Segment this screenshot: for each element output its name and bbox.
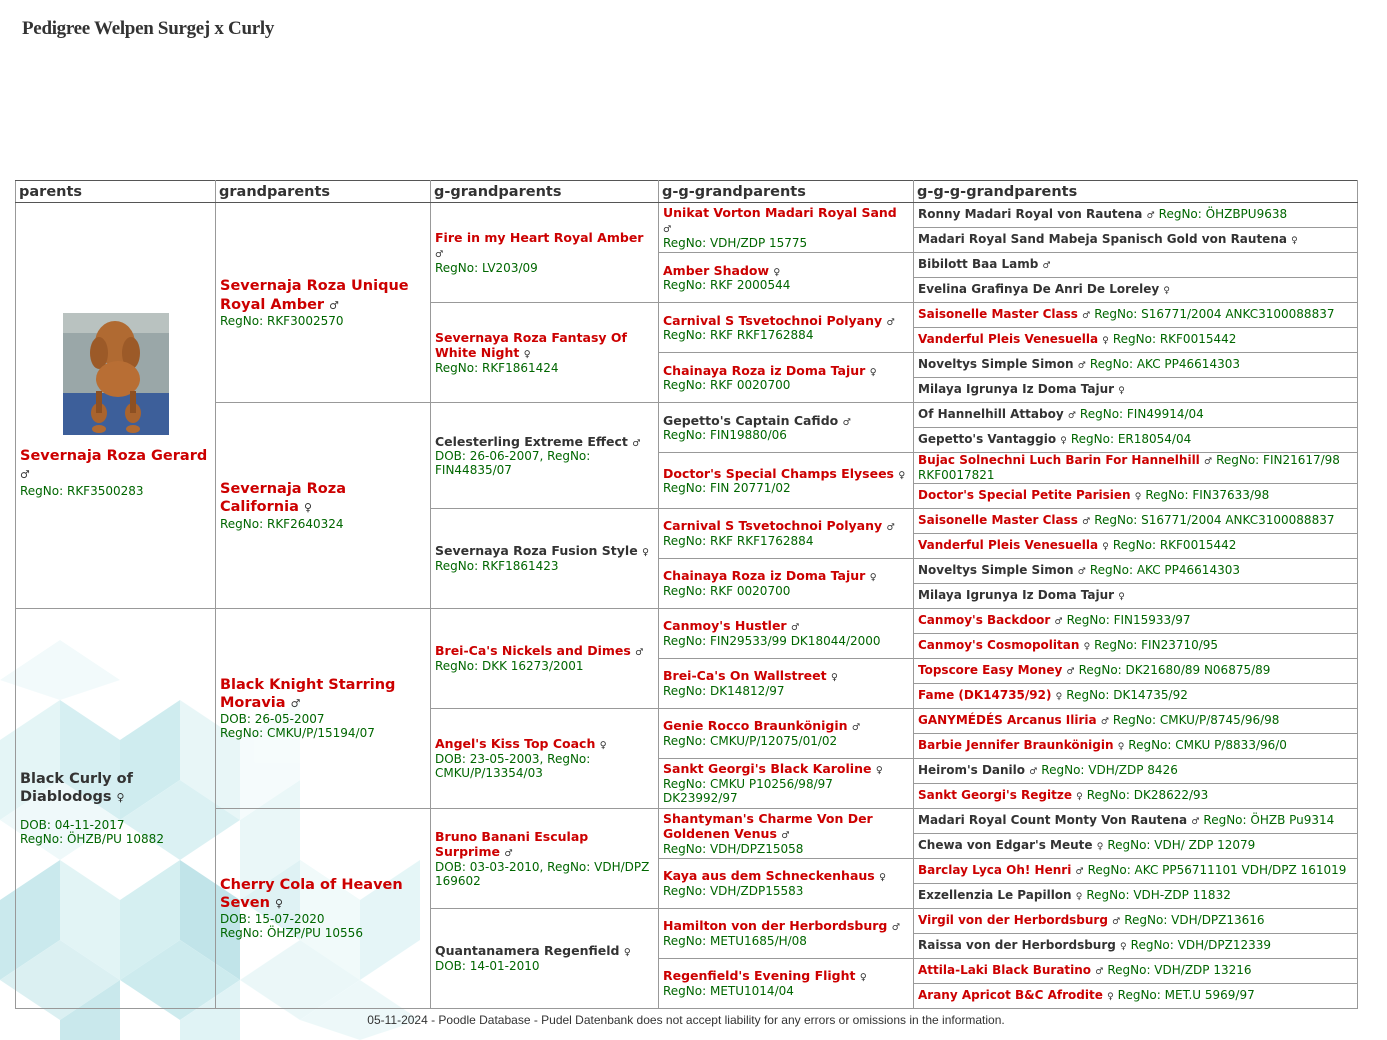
dog-name-link[interactable]: Doctor's Special Petite Parisien ♀ <box>918 488 1142 503</box>
sex-symbol: ♀ <box>1102 542 1109 553</box>
dog-info: RegNo: METU1014/04 <box>663 984 794 999</box>
dog-regno: RegNo: FIN15933/97 <box>1066 613 1191 628</box>
sex-symbol: ♂ <box>635 647 644 659</box>
dog-name-link[interactable]: Chainaya Roza iz Doma Tajur ♀ <box>663 568 877 584</box>
dog-name-link[interactable]: Canmoy's Cosmopolitan ♀ <box>918 638 1091 653</box>
g-g-grandparent-cell <box>659 858 914 908</box>
dog-regno: RegNo: RKF0015442 <box>1112 332 1237 347</box>
dog-name-link[interactable]: Kaya aus dem Schneckenhaus ♀ <box>663 868 886 884</box>
dog-regno: RegNo: RKF0015442 <box>1112 538 1237 553</box>
dog-name-link[interactable]: Arany Apricot B&C Afrodite ♀ <box>918 988 1114 1003</box>
sex-symbol: ♂ <box>1112 917 1121 928</box>
dog-name-link[interactable]: Of Hannelhill Attaboy ♂ <box>918 407 1076 422</box>
g-g-g-grandparent-cell <box>914 403 1358 428</box>
dog-name-link[interactable]: Angel's Kiss Top Coach ♀ <box>435 736 607 752</box>
dog-name-link[interactable]: Vanderful Pleis Venesuella ♀ <box>918 332 1109 347</box>
dog-regno: RegNo: AKC PP56711101 VDH/DPZ 161019 <box>1087 863 1347 878</box>
g-grandparent-cell <box>431 608 659 708</box>
header-parents: parents <box>16 181 216 203</box>
dog-info: RegNo: DK14812/97 <box>663 684 785 699</box>
dog-info: RegNo: LV203/09 <box>435 261 538 276</box>
dog-name-link[interactable]: Quantanamera Regenfield ♀ <box>435 943 631 959</box>
sex-symbol: ♀ <box>599 740 607 752</box>
sex-symbol: ♂ <box>1066 667 1075 678</box>
dog-info: DOB: 03-03-2010, RegNo: VDH/DPZ 169602 <box>435 859 650 888</box>
header-g-grandparents: g-grandparents <box>431 181 659 203</box>
dog-regno: RegNo: VDH/DPZ13616 <box>1124 913 1265 928</box>
sex-symbol: ♀ <box>274 897 283 911</box>
sex-symbol: ♀ <box>1075 892 1083 903</box>
dog-name-link[interactable]: Doctor's Special Champs Elysees ♀ <box>663 465 906 481</box>
dog-name-link[interactable]: Milaya Igrunya Iz Doma Tajur ♀ <box>918 382 1125 397</box>
g-grandparent-cell <box>431 203 659 303</box>
dog-name-link[interactable]: Noveltys Simple Simon ♂ <box>918 563 1086 578</box>
dog-info: RegNo: CMKU/P/15194/07 <box>220 726 375 741</box>
dog-regno: RegNo: VDH-ZDP 11832 <box>1086 888 1231 903</box>
dog-name-link[interactable]: Genie Rocco Braunkönigin ♂ <box>663 718 861 734</box>
dog-info: RegNo: RKF1861423 <box>435 559 559 574</box>
sex-symbol: ♀ <box>1117 742 1125 753</box>
dog-name-link[interactable]: Severnaja Roza Unique Royal Amber ♂ <box>220 278 409 313</box>
sex-symbol: ♂ <box>842 416 851 428</box>
dog-info: RegNo: FIN 20771/02 <box>663 481 791 496</box>
dog-regno: RegNo: ÖHZB Pu9314 <box>1203 813 1335 828</box>
sex-symbol: ♀ <box>1163 286 1170 297</box>
dog-info: RegNo: FIN19880/06 <box>663 428 787 443</box>
dog-info: RegNo: RKF 0020700 <box>663 378 791 393</box>
dog-name-link[interactable]: Brei-Ca's On Wallstreet ♀ <box>663 668 838 684</box>
sex-symbol: ♂ <box>1029 767 1038 778</box>
g-g-grandparent-cell <box>659 403 914 453</box>
dog-regno: RegNo: MET.U 5969/97 <box>1117 988 1255 1003</box>
dog-name-link[interactable]: Exzellenzia Le Papillon ♀ <box>918 888 1083 903</box>
sex-symbol: ♀ <box>116 791 125 805</box>
g-grandparent-cell <box>431 403 659 509</box>
g-g-g-grandparent-cell <box>914 908 1358 933</box>
g-g-grandparent-cell <box>659 608 914 658</box>
dog-name-link[interactable]: Canmoy's Backdoor ♂ <box>918 613 1063 628</box>
pedigree-table <box>15 180 1358 1009</box>
dog-info: RegNo: VDH/ZDP15583 <box>663 884 804 899</box>
dog-name-link[interactable]: Chewa von Edgar's Meute ♀ <box>918 838 1104 853</box>
dog-name-link[interactable]: Sankt Georgi's Black Karoline ♀ <box>663 761 883 777</box>
g-g-grandparent-cell <box>659 303 914 353</box>
dog-regno: RegNo: FIN49914/04 <box>1079 407 1204 422</box>
sex-symbol: ♀ <box>879 872 886 884</box>
sex-symbol: ♂ <box>1054 617 1063 628</box>
g-g-grandparent-cell <box>659 808 914 858</box>
header-g-g-g-grandparents: g-g-g-grandparents <box>914 181 1358 203</box>
dog-info: RegNo: ÖHZB/PU 10882 <box>20 832 164 847</box>
dog-name-link[interactable]: Severnaja Roza California ♀ <box>220 481 346 516</box>
dog-info: RegNo: RKF 0020700 <box>663 584 791 599</box>
g-g-g-grandparent-cell <box>914 658 1358 683</box>
sex-symbol: ♂ <box>1077 567 1086 578</box>
g-g-g-grandparent-cell <box>914 228 1358 253</box>
dog-regno: RegNo: FIN23710/95 <box>1094 638 1219 653</box>
sex-symbol: ♀ <box>1118 592 1125 603</box>
dog-name-link[interactable]: Brei-Ca's Nickels and Dimes ♂ <box>435 643 644 659</box>
dog-name-link[interactable]: Sankt Georgi's Regitze ♀ <box>918 788 1083 803</box>
dog-info: DOB: 23-05-2003, RegNo: CMKU/P/13354/03 <box>435 752 591 781</box>
sex-symbol: ♀ <box>773 266 781 278</box>
dog-name-link[interactable]: Vanderful Pleis Venesuella ♀ <box>918 538 1109 553</box>
g-g-g-grandparent-cell <box>914 858 1358 883</box>
dog-name-link[interactable]: Noveltys Simple Simon ♂ <box>918 357 1086 372</box>
sex-symbol: ♀ <box>1134 492 1142 503</box>
dog-name-link[interactable]: Hamilton von der Herbordsburg ♂ <box>663 918 901 934</box>
dog-name-link[interactable]: GANYMÉDÉS Arcanus Iliria ♂ <box>918 713 1109 728</box>
sex-symbol: ♀ <box>830 672 838 684</box>
dog-regno: RegNo: ÖHZBPU9638 <box>1158 207 1288 222</box>
dog-info: RegNo: RKF 2000544 <box>663 278 791 293</box>
dog-name-link[interactable]: Canmoy's Hustler ♂ <box>663 618 800 634</box>
dog-name-link[interactable]: Amber Shadow ♀ <box>663 262 781 278</box>
g-grandparent-cell <box>431 508 659 608</box>
sex-symbol: ♀ <box>1060 436 1067 447</box>
dog-regno: RegNo: CMKU/P/8745/96/98 <box>1112 713 1280 728</box>
dog-name-link[interactable]: Regenfield's Evening Flight ♀ <box>663 968 867 984</box>
g-g-grandparent-cell <box>659 558 914 608</box>
dog-info: DOB: 15-07-2020 <box>220 912 325 927</box>
sex-symbol: ♀ <box>1055 692 1063 703</box>
dog-info: RegNo: FIN29533/99 DK18044/2000 <box>663 634 881 649</box>
g-g-g-grandparent-cell <box>914 428 1358 453</box>
dog-name-link[interactable]: Black Curly of Diablodogs ♀ <box>20 771 133 806</box>
g-grandparent-cell <box>431 808 659 908</box>
dog-info: RegNo: RKF3002570 <box>220 313 344 328</box>
sex-symbol: ♂ <box>435 249 444 261</box>
g-g-g-grandparent-cell <box>914 883 1358 908</box>
dog-info: RegNo: VDH/DPZ15058 <box>663 841 804 856</box>
dog-info: DOB: 04-11-2017 <box>20 818 125 833</box>
dog-regno: RegNo: VDH/DPZ12339 <box>1130 938 1272 953</box>
g-g-g-grandparent-cell <box>914 508 1358 533</box>
dog-name-link[interactable]: Celesterling Extreme Effect ♂ <box>435 433 641 449</box>
g-g-grandparent-cell <box>659 908 914 958</box>
sex-symbol: ♀ <box>1083 642 1091 653</box>
table-row <box>16 403 1358 428</box>
sex-symbol: ♀ <box>642 547 649 559</box>
sex-symbol: ♂ <box>1075 867 1084 878</box>
parent-cell <box>16 608 216 1008</box>
g-g-g-grandparent-cell <box>914 808 1358 833</box>
g-g-g-grandparent-cell <box>914 558 1358 583</box>
g-g-g-grandparent-cell <box>914 453 1358 484</box>
g-g-g-grandparent-cell <box>914 303 1358 328</box>
sex-symbol: ♂ <box>886 522 895 534</box>
dog-regno: RegNo: FIN21617/98 RKF0017821 <box>918 453 1340 483</box>
dog-info: RegNo: DKK 16273/2001 <box>435 659 584 674</box>
sex-symbol: ♂ <box>851 722 861 734</box>
dog-name-link[interactable]: Milaya Igrunya Iz Doma Tajur ♀ <box>918 588 1125 603</box>
sex-symbol: ♂ <box>329 298 339 312</box>
sex-symbol: ♀ <box>1107 992 1114 1003</box>
dog-regno: RegNo: AKC PP46614303 <box>1089 563 1240 578</box>
g-g-grandparent-cell <box>659 758 914 808</box>
g-g-g-grandparent-cell <box>914 583 1358 608</box>
g-g-g-grandparent-cell <box>914 328 1358 353</box>
sex-symbol: ♂ <box>1100 717 1109 728</box>
sex-symbol: ♂ <box>1082 517 1091 528</box>
table-row <box>16 608 1358 633</box>
g-g-grandparent-cell <box>659 658 914 708</box>
g-g-g-grandparent-cell <box>914 733 1358 758</box>
dog-regno: RegNo: FIN37633/98 <box>1145 488 1270 503</box>
sex-symbol: ♂ <box>1146 211 1155 222</box>
dog-info: RegNo: METU1685/H/08 <box>663 934 807 949</box>
sex-symbol: ♀ <box>303 501 312 515</box>
dog-regno: RegNo: VDH/ZDP 8426 <box>1041 763 1178 778</box>
dog-info: RegNo: RKF1861424 <box>435 361 559 376</box>
dog-name-link[interactable]: Cherry Cola of Heaven Seven ♀ <box>220 877 403 912</box>
dog-name-link[interactable]: Shantyman's Charme Von Der Goldenen Venus ♂ <box>663 810 873 842</box>
dog-name-link[interactable]: Black Knight Starring Moravia ♂ <box>220 677 396 712</box>
header-grandparents: grandparents <box>216 181 431 203</box>
dog-name-link[interactable]: Madari Royal Count Monty Von Rautena ♂ <box>918 813 1200 828</box>
g-g-g-grandparent-cell <box>914 353 1358 378</box>
dog-name-link[interactable]: Saisonelle Master Class ♂ <box>918 513 1091 528</box>
dog-regno: RegNo: DK21680/89 N06875/89 <box>1078 663 1271 678</box>
g-g-g-grandparent-cell <box>914 783 1358 808</box>
g-g-g-grandparent-cell <box>914 253 1358 278</box>
grandparent-cell <box>216 203 431 403</box>
dog-info: RegNo: VDH/ZDP 15775 <box>663 236 808 251</box>
sex-symbol: ♀ <box>898 469 906 481</box>
dog-name-link[interactable]: Bujac Solnechni Luch Barin For Hannelhill ♂ <box>918 453 1213 467</box>
dog-name-link[interactable]: Chainaya Roza iz Doma Tajur ♀ <box>663 362 877 378</box>
dog-name-link[interactable]: Bruno Banani Esculap Surprime ♂ <box>435 828 589 860</box>
sex-symbol: ♂ <box>663 224 672 236</box>
dog-name-link[interactable]: Bibilott Baa Lamb ♂ <box>918 257 1051 272</box>
dog-info: RegNo: RKF RKF1762884 <box>663 534 814 549</box>
g-g-g-grandparent-cell <box>914 708 1358 733</box>
sex-symbol: ♂ <box>632 437 641 449</box>
parent-cell <box>16 203 216 609</box>
dog-name-link[interactable]: Gepetto's Vantaggio ♀ <box>918 432 1067 447</box>
dog-regno: RegNo: S16771/2004 ANKC3100088837 <box>1094 513 1335 528</box>
sex-symbol: ♂ <box>891 922 901 934</box>
sex-symbol: ♀ <box>1291 236 1298 247</box>
sex-symbol: ♀ <box>623 947 631 959</box>
dog-info: RegNo: ÖHZP/PU 10556 <box>220 926 363 941</box>
dog-info: DOB: 26-05-2007 <box>220 712 325 727</box>
dog-name-link[interactable]: Virgil von der Herbordsburg ♂ <box>918 913 1121 928</box>
dog-info: RegNo: CMKU P10256/98/97 DK23992/97 <box>663 777 833 806</box>
g-g-g-grandparent-cell <box>914 483 1358 508</box>
sex-symbol: ♀ <box>859 972 867 984</box>
dog-regno: RegNo: DK14735/92 <box>1066 688 1188 703</box>
table-row <box>16 808 1358 833</box>
sex-symbol: ♂ <box>1082 311 1091 322</box>
sex-symbol: ♀ <box>1096 842 1104 853</box>
sex-symbol: ♀ <box>1118 386 1125 397</box>
dog-name-link[interactable]: Barclay Lyca Oh! Henri ♂ <box>918 863 1084 878</box>
dog-info: DOB: 26-06-2007, RegNo: FIN44835/07 <box>435 449 591 478</box>
dog-regno: RegNo: DK28622/93 <box>1086 788 1209 803</box>
grandparent-cell <box>216 403 431 609</box>
dog-name-link[interactable]: Severnaya Roza Fusion Style ♀ <box>435 543 649 559</box>
g-g-grandparent-cell <box>659 958 914 1008</box>
g-g-g-grandparent-cell <box>914 608 1358 633</box>
dog-name-link[interactable]: Ronny Madari Royal von Rautena ♂ <box>918 207 1155 222</box>
dog-regno: RegNo: ER18054/04 <box>1070 432 1192 447</box>
g-g-grandparent-cell <box>659 353 914 403</box>
g-g-g-grandparent-cell <box>914 933 1358 958</box>
sex-symbol: ♂ <box>20 468 30 482</box>
page-title: Pedigree Welpen Surgej x Curly <box>22 18 275 39</box>
sex-symbol: ♀ <box>875 765 883 777</box>
dog-regno: RegNo: S16771/2004 ANKC3100088837 <box>1094 307 1335 322</box>
sex-symbol: ♂ <box>781 830 790 842</box>
dog-regno: RegNo: AKC PP46614303 <box>1089 357 1240 372</box>
dog-name-link[interactable]: Severnaja Roza Gerard ♂ <box>20 448 208 482</box>
dog-info: RegNo: RKF RKF1762884 <box>663 328 814 343</box>
g-g-g-grandparent-cell <box>914 278 1358 303</box>
grandparent-cell <box>216 808 431 1008</box>
dog-regno: RegNo: CMKU P/8833/96/0 <box>1128 738 1287 753</box>
sex-symbol: ♂ <box>1203 457 1213 467</box>
sex-symbol: ♂ <box>886 316 895 328</box>
sex-symbol: ♂ <box>1067 411 1076 422</box>
sex-symbol: ♀ <box>869 366 877 378</box>
dog-name-link[interactable]: Attila-Laki Black Buratino ♂ <box>918 963 1104 978</box>
g-grandparent-cell <box>431 708 659 808</box>
g-g-grandparent-cell <box>659 453 914 509</box>
sex-symbol: ♂ <box>1077 361 1086 372</box>
sex-symbol: ♂ <box>504 848 513 860</box>
dog-info: RegNo: RKF3500283 <box>20 483 144 498</box>
g-g-grandparent-cell <box>659 253 914 303</box>
g-g-grandparent-cell <box>659 508 914 558</box>
dog-regno: RegNo: VDH/ ZDP 12079 <box>1107 838 1256 853</box>
g-g-grandparent-cell <box>659 203 914 253</box>
g-grandparent-cell <box>431 908 659 1008</box>
table-row <box>16 203 1358 228</box>
grandparent-cell <box>216 608 431 808</box>
g-g-g-grandparent-cell <box>914 633 1358 658</box>
g-g-g-grandparent-cell <box>914 378 1358 403</box>
g-g-g-grandparent-cell <box>914 833 1358 858</box>
g-g-g-grandparent-cell <box>914 533 1358 558</box>
dog-regno: RegNo: VDH/ZDP 13216 <box>1107 963 1252 978</box>
sex-symbol: ♂ <box>790 622 800 634</box>
dog-name-link[interactable]: Evelina Grafinya De Anri De Loreley ♀ <box>918 282 1170 297</box>
g-g-g-grandparent-cell <box>914 958 1358 983</box>
sex-symbol: ♀ <box>1120 942 1127 953</box>
dog-name-link[interactable]: Barbie Jennifer Braunkönigin ♀ <box>918 738 1125 753</box>
dog-name-link[interactable]: Carnival S Tsvetochnoi Polyany ♂ <box>663 518 895 534</box>
sex-symbol: ♂ <box>1042 261 1051 272</box>
dog-name-link[interactable]: Heirom's Danilo ♂ <box>918 763 1038 778</box>
g-grandparent-cell <box>431 303 659 403</box>
sex-symbol: ♀ <box>869 572 877 584</box>
dog-name-link[interactable]: Fame (DK14735/92) ♀ <box>918 688 1063 703</box>
poodle-photo <box>63 313 169 435</box>
dog-info: RegNo: RKF2640324 <box>220 516 344 531</box>
g-g-g-grandparent-cell <box>914 203 1358 228</box>
dog-name-link[interactable]: Fire in my Heart Royal Amber ♂ <box>435 229 644 261</box>
dog-name-link[interactable]: Topscore Easy Money ♂ <box>918 663 1075 678</box>
dog-name-link[interactable]: Carnival S Tsvetochnoi Polyany ♂ <box>663 312 895 328</box>
sex-symbol: ♂ <box>1191 817 1200 828</box>
g-g-g-grandparent-cell <box>914 983 1358 1008</box>
sex-symbol: ♂ <box>1095 967 1104 978</box>
sex-symbol: ♀ <box>523 349 531 361</box>
sex-symbol: ♂ <box>290 697 301 711</box>
sex-symbol: ♀ <box>1076 792 1083 803</box>
footer-disclaimer: 05-11-2024 - Poodle Database - Pudel Datenbank does not accept liability for any errors or omissions in the information. <box>367 1013 1005 1027</box>
g-g-grandparent-cell <box>659 708 914 758</box>
dog-name-link[interactable]: Severnaya Roza Fantasy Of White Night ♀ <box>435 329 627 361</box>
dog-name-link[interactable]: Saisonelle Master Class ♂ <box>918 307 1091 322</box>
dog-name-link[interactable]: Unikat Vorton Madari Royal Sand ♂ <box>663 204 897 236</box>
header-g-g-grandparents: g-g-grandparents <box>659 181 914 203</box>
sex-symbol: ♀ <box>1102 336 1109 347</box>
dog-name-link[interactable]: Gepetto's Captain Cafido ♂ <box>663 412 851 428</box>
g-g-g-grandparent-cell <box>914 758 1358 783</box>
dog-name-link[interactable]: Raissa von der Herbordsburg ♀ <box>918 938 1127 953</box>
g-g-g-grandparent-cell <box>914 683 1358 708</box>
dog-info: RegNo: CMKU/P/12075/01/02 <box>663 734 838 749</box>
dog-info: DOB: 14-01-2010 <box>435 959 540 974</box>
dog-name-link[interactable]: Madari Royal Sand Mabeja Spanisch Gold von Rautena ♀ <box>918 232 1298 247</box>
